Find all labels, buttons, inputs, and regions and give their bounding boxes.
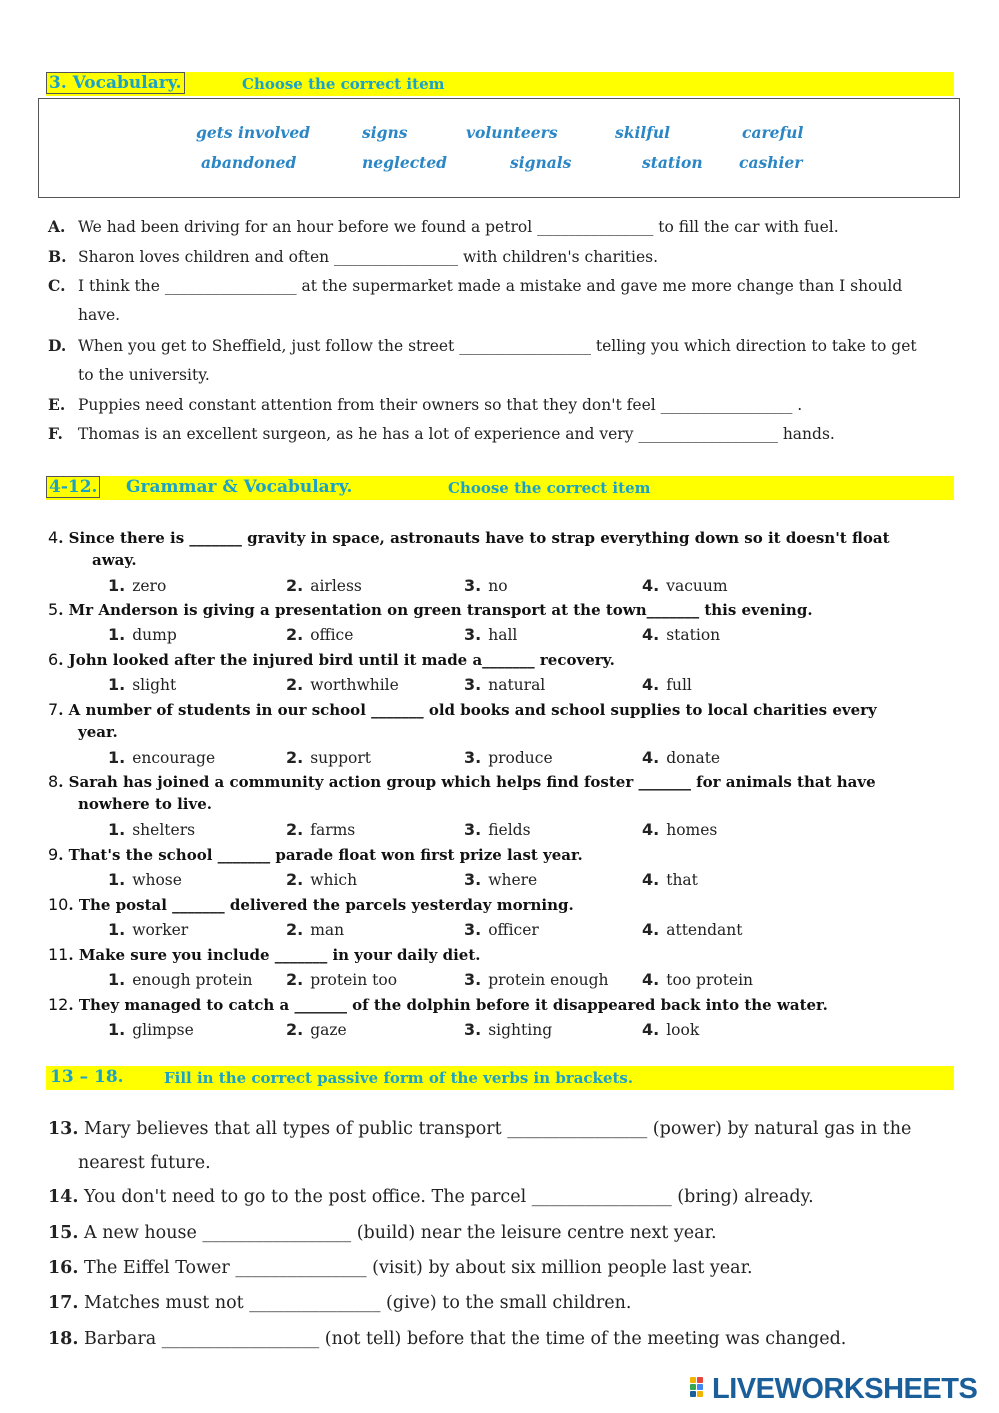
question-7: 7. A number of students in our school _______ old books and school supplies to local charities every bbox=[48, 700, 877, 719]
word-bank-item: skilful bbox=[615, 123, 671, 142]
option-text: enough protein bbox=[132, 971, 253, 989]
answer-option[interactable] bbox=[286, 625, 353, 644]
question-number: 9 bbox=[48, 845, 59, 864]
section-13-header bbox=[46, 1066, 954, 1090]
option-number: 4. bbox=[642, 625, 660, 644]
question-10: 10. The postal _______ delivered the parcels yesterday morning. bbox=[48, 895, 574, 914]
section-4-number: 4-12. bbox=[46, 476, 100, 498]
item-text: You don't need to go to the post office. The parcel ________________ (bring) already. bbox=[84, 1187, 814, 1207]
option-text: worthwhile bbox=[310, 676, 399, 694]
question-text-cont: nowhere to live. bbox=[78, 795, 212, 813]
answer-option[interactable] bbox=[464, 748, 553, 767]
answer-option[interactable] bbox=[286, 970, 397, 989]
question-number: 8 bbox=[48, 772, 59, 791]
option-text: farms bbox=[310, 821, 356, 839]
answer-option[interactable] bbox=[464, 576, 508, 595]
item-number: 18. bbox=[48, 1329, 79, 1349]
passive-item-16 bbox=[48, 1258, 753, 1278]
option-text: produce bbox=[488, 749, 553, 767]
section-13-instruction: Fill in the correct passive form of the verbs in brackets. bbox=[164, 1069, 634, 1087]
question-6: 6. John looked after the injured bird until it made a_______ recovery. bbox=[48, 650, 615, 669]
option-text: airless bbox=[310, 577, 362, 595]
passive-item-13-cont: nearest future. bbox=[78, 1153, 211, 1173]
item-letter: C. bbox=[48, 276, 66, 295]
item-letter: D. bbox=[48, 336, 67, 355]
vocab-item-c-cont: have. bbox=[78, 306, 121, 324]
answer-option[interactable] bbox=[108, 748, 215, 767]
option-number: 4. bbox=[642, 576, 660, 595]
option-number: 2. bbox=[286, 748, 304, 767]
option-text: fields bbox=[488, 821, 531, 839]
answer-option[interactable] bbox=[286, 748, 371, 767]
vocab-item-e bbox=[48, 395, 802, 414]
option-number: 4. bbox=[642, 675, 660, 694]
answer-option[interactable] bbox=[642, 576, 728, 595]
option-text: worker bbox=[132, 921, 189, 939]
option-text: protein enough bbox=[488, 971, 609, 989]
vocab-item-f bbox=[48, 424, 835, 443]
option-text: station bbox=[666, 626, 721, 644]
answer-option[interactable] bbox=[464, 920, 539, 939]
answer-option[interactable] bbox=[108, 970, 253, 989]
question-text: They managed to catch a _______ of the dolphin before it disappeared back into the water. bbox=[78, 996, 828, 1014]
answer-option[interactable] bbox=[642, 920, 742, 939]
question-text-cont: away. bbox=[92, 551, 137, 569]
option-number: 4. bbox=[642, 970, 660, 989]
option-number: 3. bbox=[464, 625, 482, 644]
answer-option[interactable] bbox=[108, 625, 177, 644]
answer-option[interactable] bbox=[108, 920, 188, 939]
item-number: 16. bbox=[48, 1258, 79, 1278]
question-text: Make sure you include _______ in your daily diet. bbox=[78, 946, 481, 964]
option-text: no bbox=[488, 577, 508, 595]
option-text: too protein bbox=[666, 971, 754, 989]
word-bank-item: signs bbox=[362, 123, 408, 142]
answer-option[interactable] bbox=[642, 625, 720, 644]
option-text: support bbox=[310, 749, 371, 767]
question-text: John looked after the injured bird until it made a_______ recovery. bbox=[68, 651, 615, 669]
word-bank-item: cashier bbox=[739, 153, 803, 172]
section-3-number: 3. Vocabulary. bbox=[46, 72, 185, 94]
answer-option[interactable] bbox=[108, 870, 182, 889]
answer-option[interactable] bbox=[286, 675, 399, 694]
answer-option[interactable] bbox=[108, 675, 176, 694]
option-number: 3. bbox=[464, 576, 482, 595]
option-text: glimpse bbox=[132, 1021, 194, 1039]
passive-item-18 bbox=[48, 1329, 846, 1349]
word-bank bbox=[38, 98, 960, 198]
answer-option[interactable] bbox=[464, 970, 609, 989]
question-number: 6 bbox=[48, 650, 59, 669]
option-text: office bbox=[310, 626, 354, 644]
answer-option[interactable] bbox=[464, 675, 545, 694]
section-3-header bbox=[46, 72, 954, 96]
item-letter: F. bbox=[48, 424, 63, 443]
option-text: sighting bbox=[488, 1021, 553, 1039]
option-number: 2. bbox=[286, 576, 304, 595]
passive-item-14 bbox=[48, 1187, 814, 1207]
question-text: Mr Anderson is giving a presentation on green transport at the town_______ this evening. bbox=[68, 601, 813, 619]
item-text: When you get to Sheffield, just follow the street _________________ telling you which direction to take to get bbox=[78, 337, 917, 355]
option-number: 4. bbox=[642, 870, 660, 889]
option-number: 1. bbox=[108, 1020, 126, 1039]
answer-option[interactable] bbox=[642, 820, 717, 839]
option-number: 1. bbox=[108, 870, 126, 889]
option-number: 3. bbox=[464, 675, 482, 694]
passive-item-13 bbox=[48, 1119, 911, 1139]
answer-option[interactable] bbox=[464, 625, 517, 644]
question-number: 5 bbox=[48, 600, 59, 619]
option-text: whose bbox=[132, 871, 182, 889]
answer-option[interactable] bbox=[642, 970, 753, 989]
option-text: full bbox=[666, 676, 692, 694]
option-number: 3. bbox=[464, 1020, 482, 1039]
word-bank-item: abandoned bbox=[201, 153, 297, 172]
item-number: 15. bbox=[48, 1223, 79, 1243]
logo-text: LIVEWORKSHEETS bbox=[712, 1372, 978, 1405]
word-bank-item: station bbox=[642, 153, 703, 172]
option-text: where bbox=[488, 871, 538, 889]
item-text: We had been driving for an hour before we found a petrol _______________ to fill the car with fuel. bbox=[78, 218, 839, 236]
option-number: 2. bbox=[286, 675, 304, 694]
option-number: 4. bbox=[642, 920, 660, 939]
option-number: 2. bbox=[286, 970, 304, 989]
answer-option[interactable] bbox=[642, 1020, 699, 1039]
option-text: gaze bbox=[310, 1021, 347, 1039]
option-number: 2. bbox=[286, 870, 304, 889]
question-text: The postal _______ delivered the parcels yesterday morning. bbox=[78, 896, 574, 914]
option-text: shelters bbox=[132, 821, 196, 839]
question-12: 12. They managed to catch a _______ of the dolphin before it disappeared back into the water. bbox=[48, 995, 828, 1014]
option-number: 3. bbox=[464, 970, 482, 989]
question-text: Since there is _______ gravity in space, astronauts have to strap everything down so it doesn't float bbox=[68, 529, 890, 547]
vocab-item-b bbox=[48, 247, 658, 266]
option-text: officer bbox=[488, 921, 539, 939]
vocab-item-d bbox=[48, 336, 917, 355]
option-text: homes bbox=[666, 821, 718, 839]
option-text: encourage bbox=[132, 749, 216, 767]
answer-option[interactable] bbox=[286, 1020, 347, 1039]
option-text: hall bbox=[488, 626, 518, 644]
answer-option[interactable] bbox=[108, 576, 166, 595]
option-text: protein too bbox=[310, 971, 398, 989]
answer-option[interactable] bbox=[464, 1020, 552, 1039]
word-bank-item: signals bbox=[510, 153, 572, 172]
item-text: Sharon loves children and often ________________ with children's charities. bbox=[78, 248, 659, 266]
option-number: 3. bbox=[464, 748, 482, 767]
answer-option[interactable] bbox=[286, 576, 362, 595]
option-text: vacuum bbox=[666, 577, 728, 595]
question-number: 10 bbox=[48, 895, 69, 914]
answer-option[interactable] bbox=[108, 820, 195, 839]
word-bank-item: gets involved bbox=[196, 123, 311, 142]
liveworksheets-logo bbox=[690, 1374, 977, 1404]
vocab-item-c bbox=[48, 276, 902, 295]
option-number: 2. bbox=[286, 920, 304, 939]
item-text: The Eiffel Tower _______________ (visit) by about six million people last year. bbox=[84, 1258, 753, 1278]
option-text: natural bbox=[488, 676, 546, 694]
item-text: Mary believes that all types of public transport ________________ (power) by natural gas in the bbox=[84, 1119, 912, 1139]
option-number: 3. bbox=[464, 870, 482, 889]
item-number: 14. bbox=[48, 1187, 79, 1207]
question-8: 8. Sarah has joined a community action group which helps find foster _______ for animals that have bbox=[48, 772, 876, 791]
option-number: 2. bbox=[286, 625, 304, 644]
option-number: 4. bbox=[642, 820, 660, 839]
option-text: zero bbox=[132, 577, 167, 595]
option-number: 1. bbox=[108, 625, 126, 644]
passive-item-15 bbox=[48, 1223, 717, 1243]
item-text: Matches must not _______________ (give) to the small children. bbox=[84, 1293, 632, 1313]
answer-option[interactable] bbox=[286, 820, 355, 839]
answer-option[interactable] bbox=[642, 675, 692, 694]
option-number: 3. bbox=[464, 820, 482, 839]
option-number: 2. bbox=[286, 820, 304, 839]
item-letter: B. bbox=[48, 247, 67, 266]
option-number: 4. bbox=[642, 748, 660, 767]
item-text: Thomas is an excellent surgeon, as he has a lot of experience and very __________________ hands. bbox=[78, 425, 835, 443]
question-number: 11 bbox=[48, 945, 69, 964]
item-letter: E. bbox=[48, 395, 66, 414]
item-text: Barbara __________________ (not tell) before that the time of the meeting was changed. bbox=[84, 1329, 847, 1349]
item-number: 13. bbox=[48, 1119, 79, 1139]
option-text: dump bbox=[132, 626, 177, 644]
logo-icon bbox=[690, 1377, 710, 1401]
section-3-instruction: Choose the correct item bbox=[242, 75, 445, 93]
question-number: 7 bbox=[48, 700, 59, 719]
answer-option[interactable] bbox=[642, 748, 720, 767]
answer-option[interactable] bbox=[286, 870, 357, 889]
question-number: 12 bbox=[48, 995, 69, 1014]
option-text: which bbox=[310, 871, 358, 889]
option-number: 4. bbox=[642, 1020, 660, 1039]
question-text: A number of students in our school _______ old books and school supplies to local charities every bbox=[68, 701, 877, 719]
item-text: A new house _________________ (build) near the leisure centre next year. bbox=[84, 1223, 717, 1243]
option-number: 1. bbox=[108, 748, 126, 767]
question-text: That's the school _______ parade float won first prize last year. bbox=[68, 846, 583, 864]
item-letter: A. bbox=[48, 217, 66, 236]
question-text: Sarah has joined a community action group which helps find foster _______ for animals that have bbox=[68, 773, 876, 791]
question-4: 4. Since there is _______ gravity in space, astronauts have to strap everything down so it doesn't float bbox=[48, 528, 890, 547]
option-number: 2. bbox=[286, 1020, 304, 1039]
word-bank-item: careful bbox=[742, 123, 804, 142]
option-text: donate bbox=[666, 749, 721, 767]
option-text: man bbox=[310, 921, 345, 939]
answer-option[interactable] bbox=[286, 920, 344, 939]
question-5: 5. Mr Anderson is giving a presentation on green transport at the town_______ this evening. bbox=[48, 600, 813, 619]
option-number: 1. bbox=[108, 970, 126, 989]
vocab-item-d-cont: to the university. bbox=[78, 366, 210, 384]
section-4-title: Grammar & Vocabulary. bbox=[126, 477, 353, 497]
answer-option[interactable] bbox=[108, 1020, 194, 1039]
option-number: 1. bbox=[108, 820, 126, 839]
question-number: 4 bbox=[48, 528, 59, 547]
option-text: attendant bbox=[666, 921, 743, 939]
option-number: 1. bbox=[108, 920, 126, 939]
word-bank-item: neglected bbox=[362, 153, 448, 172]
passive-item-17 bbox=[48, 1293, 631, 1313]
question-text-cont: year. bbox=[78, 723, 118, 741]
answer-option[interactable] bbox=[464, 870, 537, 889]
option-number: 3. bbox=[464, 920, 482, 939]
option-text: look bbox=[666, 1021, 700, 1039]
section-4-header bbox=[46, 476, 954, 500]
item-text: Puppies need constant attention from their owners so that they don't feel _________________ . bbox=[78, 396, 803, 414]
question-9: 9. That's the school _______ parade float won first prize last year. bbox=[48, 845, 583, 864]
option-text: slight bbox=[132, 676, 177, 694]
word-bank-item: volunteers bbox=[466, 123, 558, 142]
question-11: 11. Make sure you include _______ in your daily diet. bbox=[48, 945, 481, 964]
item-text: I think the _________________ at the supermarket made a mistake and gave me more change than I should bbox=[78, 277, 903, 295]
answer-option[interactable] bbox=[642, 870, 698, 889]
section-4-instruction: Choose the correct item bbox=[448, 479, 651, 497]
answer-option[interactable] bbox=[464, 820, 531, 839]
section-13-number: 13 – 18. bbox=[50, 1067, 124, 1087]
item-number: 17. bbox=[48, 1293, 79, 1313]
vocab-item-a bbox=[48, 217, 839, 236]
option-number: 1. bbox=[108, 675, 126, 694]
option-text: that bbox=[666, 871, 698, 889]
option-number: 1. bbox=[108, 576, 126, 595]
